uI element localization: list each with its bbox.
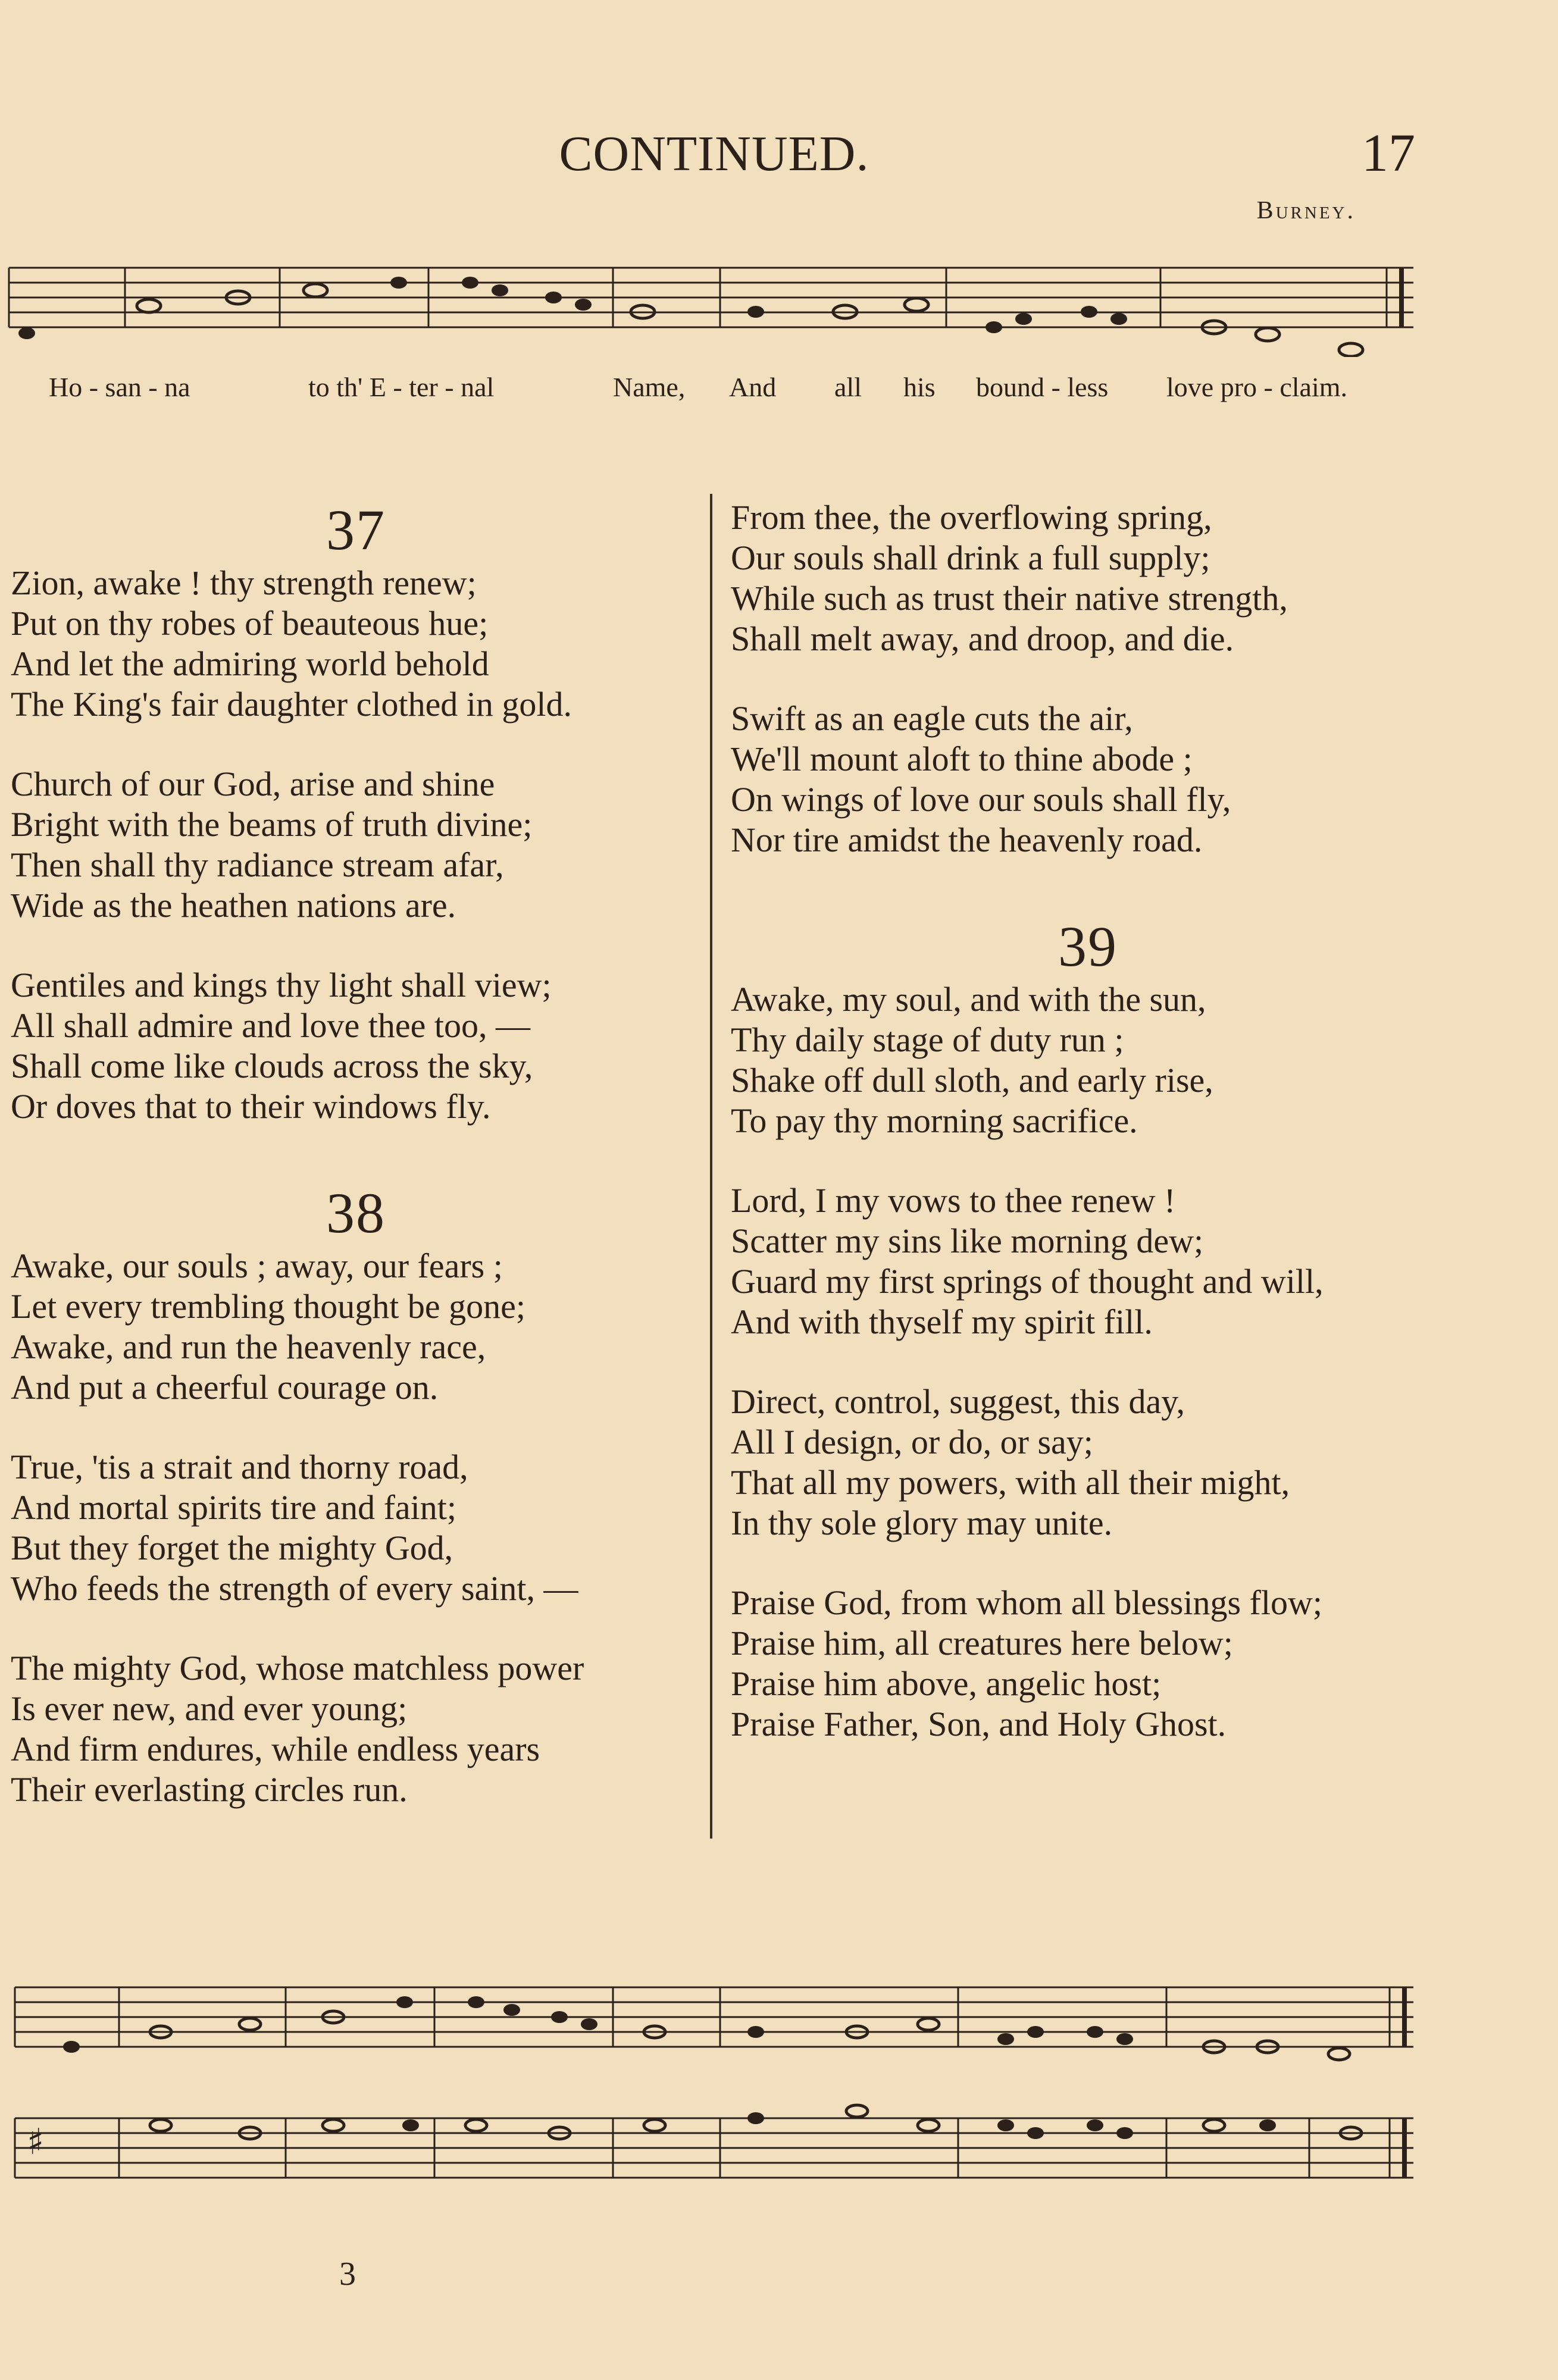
verse-line: That all my powers, with all their might,	[731, 1463, 1290, 1502]
verse-line: To pay thy morning sacrifice.	[731, 1101, 1138, 1140]
verse-line: Their everlasting circles run.	[11, 1770, 408, 1809]
verse-line: Gentiles and kings thy light shall view;	[11, 966, 552, 1004]
svg-text:♯: ♯	[27, 2121, 45, 2163]
verse-line: In thy sole glory may unite.	[731, 1504, 1113, 1542]
verse-line: Lord, I my vows to thee renew !	[731, 1181, 1176, 1220]
lyric-syllables: And	[729, 372, 777, 402]
verse-line: Let every trembling thought be gone;	[11, 1287, 525, 1326]
lyric-syllables: bound - less	[976, 372, 1109, 402]
stanza	[11, 1447, 701, 1609]
verse-line: Praise him above, angelic host;	[731, 1664, 1162, 1703]
music-staff-graphic	[0, 262, 1428, 357]
stanza	[11, 1246, 701, 1408]
verse-line: And mortal spirits tire and faint;	[11, 1488, 457, 1527]
lyric-syllables: Name,	[613, 372, 686, 402]
verse-line: The mighty God, whose matchless power	[11, 1649, 584, 1687]
lyric-syllables: all	[834, 372, 862, 402]
verse-line: Is ever new, and ever young;	[11, 1689, 408, 1728]
verse-line: Nor tire amidst the heavenly road.	[731, 821, 1203, 859]
lyric-syllables: Ho - san - na	[49, 372, 190, 402]
verse-line: The King's fair daughter clothed in gold.	[11, 685, 572, 724]
composer-credit: Burney.	[1256, 197, 1356, 224]
music-staff-graphic	[0, 1964, 1428, 2094]
verse-line: Church of our God, arise and shine	[11, 765, 495, 803]
verse-line: Shall melt away, and droop, and die.	[731, 619, 1234, 658]
verse-line: Thy daily stage of duty run ;	[731, 1020, 1124, 1059]
bottom-music-staff-upper	[0, 1964, 1428, 2094]
stanza	[731, 1583, 1445, 1745]
verse-line: But they forget the mighty God,	[11, 1529, 453, 1567]
lyric-syllables: his	[903, 372, 936, 402]
verse-line: Shall come like clouds across the sky,	[11, 1047, 533, 1085]
verse-line: While such as trust their native strength,	[731, 579, 1288, 618]
stanza	[11, 965, 701, 1127]
verse-line: Awake, our souls ; away, our fears ;	[11, 1247, 503, 1285]
stanza	[731, 979, 1445, 1141]
stanza	[11, 764, 701, 926]
left-column	[11, 497, 701, 1849]
verse-line: Awake, and run the heavenly race,	[11, 1327, 486, 1366]
right-column	[731, 497, 1445, 1784]
music-staff-graphic	[0, 2094, 1428, 2225]
verse-line: From thee, the overflowing spring,	[731, 498, 1212, 537]
lyric-syllables: to th' E - ter - nal	[308, 372, 495, 402]
page-number: 17	[1362, 124, 1415, 183]
verse-line: Praise God, from whom all blessings flow;	[731, 1583, 1322, 1622]
page-title: CONTINUED.	[559, 126, 869, 181]
hymn-number: 39	[1058, 915, 1118, 978]
stanza	[731, 1382, 1445, 1543]
verse-line: Swift as an eagle cuts the air,	[731, 699, 1133, 738]
verse-line: Praise him, all creatures here below;	[731, 1624, 1233, 1662]
stanza	[11, 1648, 701, 1810]
verse-line: Awake, my soul, and with the sun,	[731, 980, 1206, 1019]
verse-line: All shall admire and love thee too, —	[11, 1006, 531, 1045]
verse-line: Zion, awake ! thy strength renew;	[11, 563, 477, 602]
verse-line: Put on thy robes of beauteous hue;	[11, 604, 489, 643]
tune-lyrics	[24, 371, 1410, 407]
verse-line: And with thyself my spirit fill.	[731, 1302, 1153, 1341]
hymn-number: 37	[326, 498, 386, 562]
verse-line: Who feeds the strength of every saint, —	[11, 1569, 578, 1608]
hymn-number: 38	[326, 1181, 386, 1245]
verse-line: On wings of love our souls shall fly,	[731, 780, 1231, 819]
lyric-syllables: love pro - claim.	[1166, 372, 1348, 402]
stanza	[731, 1180, 1445, 1342]
top-music-staff	[0, 262, 1428, 357]
verse-line: Then shall thy radiance stream afar,	[11, 845, 504, 884]
verse-line: Praise Father, Son, and Holy Ghost.	[731, 1705, 1227, 1743]
verse-line: Our souls shall drink a full supply;	[731, 538, 1210, 577]
signature-mark: 3	[339, 2256, 356, 2293]
verse-line: Shake off dull sloth, and early rise,	[731, 1061, 1213, 1100]
stanza	[731, 497, 1445, 659]
verse-line: And let the admiring world behold	[11, 644, 489, 683]
verse-line: Guard my first springs of thought and will,	[731, 1262, 1324, 1301]
verse-line: Scatter my sins like morning dew;	[731, 1222, 1204, 1260]
verse-line: We'll mount aloft to thine abode ;	[731, 740, 1193, 778]
verse-line: And firm endures, while endless years	[11, 1730, 540, 1768]
stanza	[731, 699, 1445, 860]
verse-line: And put a cheerful courage on.	[11, 1368, 439, 1407]
verse-line: Direct, control, suggest, this day,	[731, 1382, 1185, 1421]
bottom-music-staff-lower	[0, 2094, 1428, 2225]
column-divider	[710, 494, 712, 1839]
verse-line: Wide as the heathen nations are.	[11, 886, 456, 925]
verse-line: True, 'tis a strait and thorny road,	[11, 1448, 468, 1486]
verse-line: Bright with the beams of truth divine;	[11, 805, 533, 844]
verse-line: Or doves that to their windows fly.	[11, 1087, 491, 1126]
verse-line: All I design, or do, or say;	[731, 1423, 1093, 1461]
stanza	[11, 563, 701, 725]
